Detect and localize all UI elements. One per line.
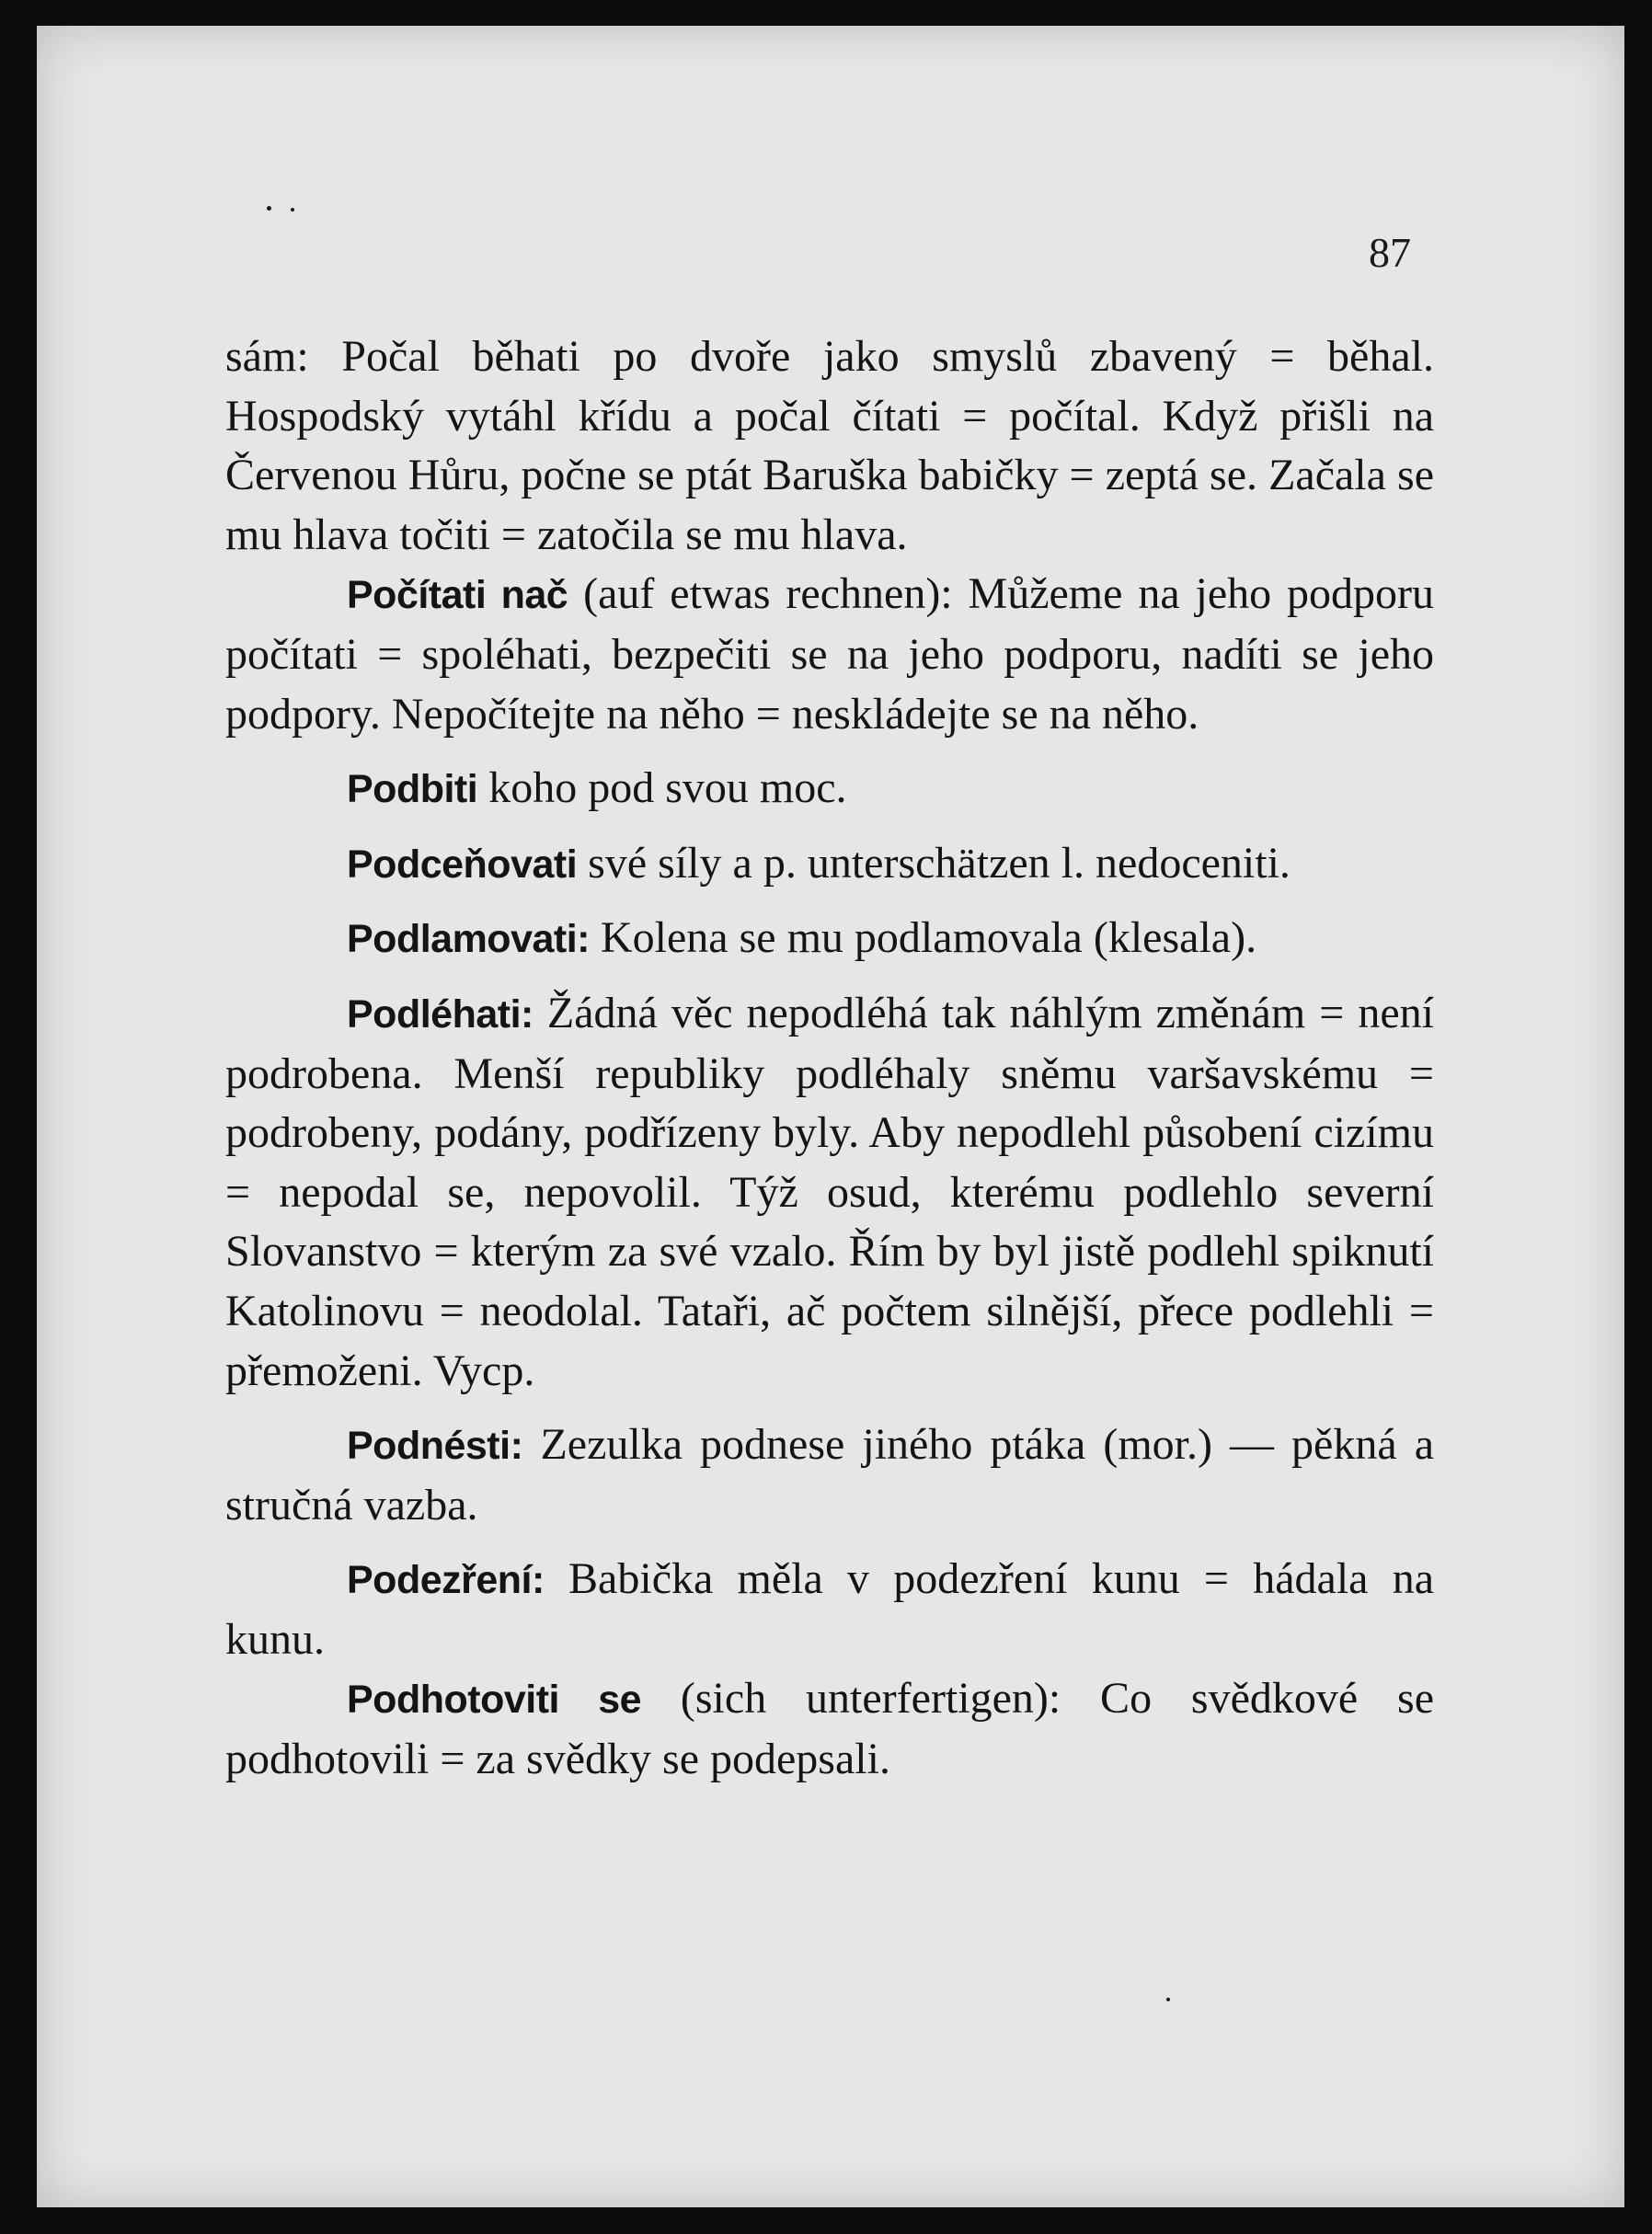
- page-number: 87: [1369, 229, 1411, 276]
- book-page: [37, 26, 1624, 2207]
- entry-podlamovati: [225, 909, 1434, 969]
- entry-text: své síly a p. unterschätzen l. nedoceniti.: [577, 838, 1291, 888]
- entry-text: (sich unterfertigen): Co svědkové se podhotovili = za svědky se podepsali.: [225, 1674, 1434, 1784]
- entry-text: (auf etwas rechnen): Můžeme na jeho podporu počítati = spoléhati, bezpečiti se na jeho podporu, nadíti se jeho podpory. Nepočítejte na něho = neskládejte se na něho.: [225, 569, 1434, 739]
- entry-podcenovati: [225, 834, 1434, 895]
- entry-headword: Podezření:: [347, 1558, 545, 1603]
- entry-headword: Podhotoviti se: [347, 1678, 642, 1723]
- paragraph-continuation: [225, 327, 1434, 565]
- entry-headword: Podbiti: [347, 767, 478, 812]
- entry-headword: Podceňovati: [347, 842, 578, 887]
- entry-text: Babička měla v podezření kunu = hádala na kunu.: [225, 1554, 1434, 1664]
- entry-podbiti: [225, 759, 1434, 819]
- scan-speck: [1166, 1998, 1170, 2001]
- entry-text: koho pod svou moc.: [477, 763, 847, 813]
- entry-podhotoviti-se: [225, 1669, 1434, 1789]
- entry-headword: Podlamovati:: [347, 917, 590, 962]
- entry-podezreni: [225, 1550, 1434, 1669]
- scan-speck: [291, 208, 294, 212]
- entry-text: Zezulka podnese jiného ptáka (mor.) — pěkná a stručná vazba.: [225, 1420, 1434, 1529]
- entry-podnesti: [225, 1415, 1434, 1535]
- entry-pocitati-nac: [225, 565, 1434, 744]
- entry-headword: Podléhati:: [347, 991, 533, 1037]
- paragraph-text: sám: Počal běhati po dvoře jako smyslů zbavený = běhal. Hospodský vytáhl křídu a počal čítati = počítal. Když přišli na Červenou Hůru, počne se ptát Baruška babičky = zeptá se. Začala se mu hlava točiti = zatočila se mu hlava.: [225, 332, 1434, 559]
- entry-headword: Podnésti:: [347, 1424, 523, 1469]
- entry-text: Žádná věc nepodléhá tak náhlým změnám = není podrobena. Menší republiky podléhaly sněmu varšavskému = podrobeny, podány, podřízeny byly. Aby nepodlehl působení cizímu = nepodal se, nepovolil. Týž osud, kterému podlehlo severní Slovanstvo = kterým za své vzalo. Řím by byl jistě podlehl spiknutí Katolinovu = neodolal. Tataři, ač počtem silnější, přece podlehli = přemoženi. Vycp.: [225, 988, 1434, 1395]
- entry-headword: Počítati nač: [347, 573, 568, 618]
- page-text: [225, 327, 1434, 1790]
- entry-podlehati: [225, 984, 1434, 1401]
- entry-text: Kolena se mu podlamovala (klesala).: [590, 913, 1257, 963]
- scan-speck: [267, 206, 271, 211]
